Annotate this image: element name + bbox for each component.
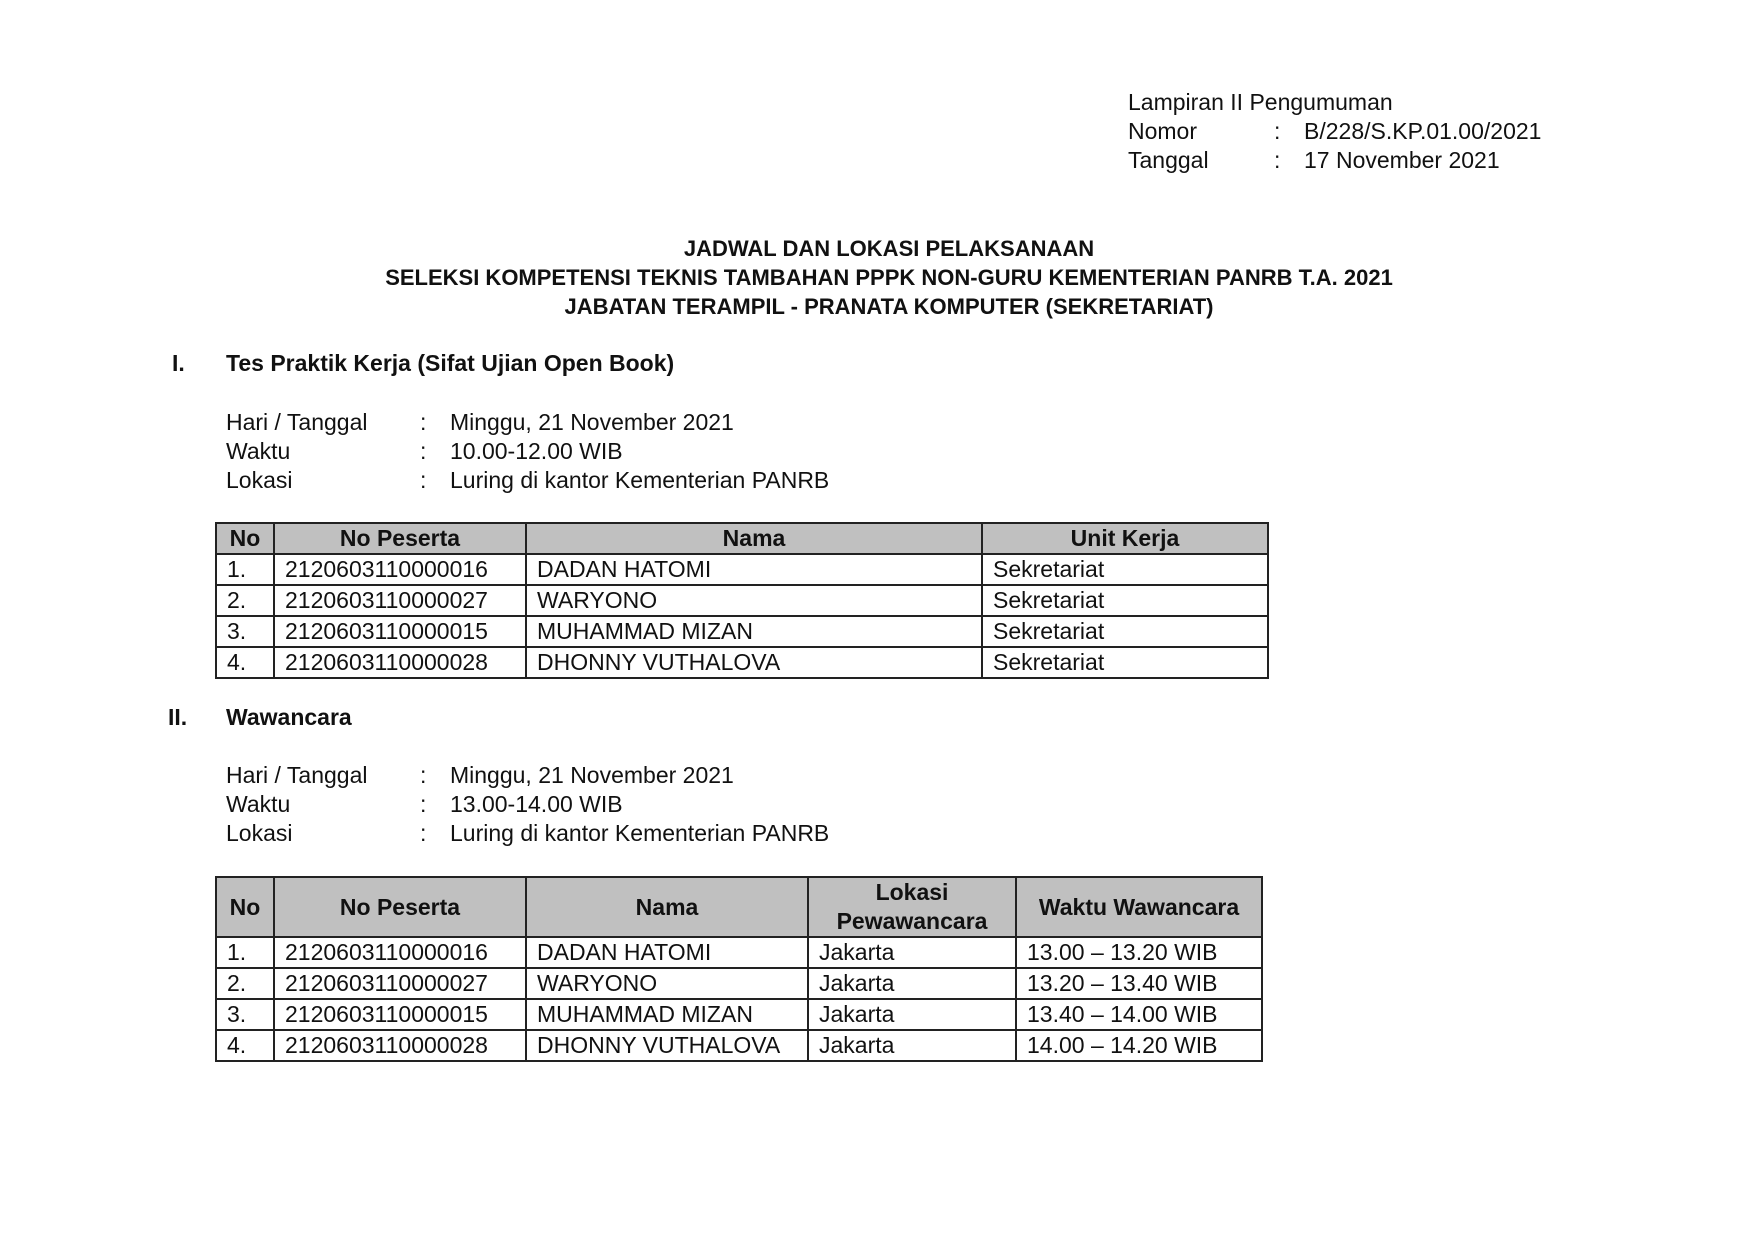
cell-no: 2. (216, 585, 274, 616)
table-header-row (216, 877, 1262, 937)
cell-no: 1. (216, 937, 274, 968)
cell-no: 2. (216, 968, 274, 999)
cell-waktu: 13.00 – 13.20 WIB (1016, 937, 1262, 968)
table-tes-praktik (215, 522, 1269, 679)
lampiran-nomor-label: Nomor (1128, 118, 1198, 144)
info-label: Waktu (226, 791, 291, 817)
info-sep: : (420, 409, 427, 435)
title-line-3: JABATAN TERAMPIL - PRANATA KOMPUTER (SEKRETARIAT) (564, 294, 1214, 319)
info-sep: : (420, 438, 427, 464)
info-value: Luring di kantor Kementerian PANRB (450, 467, 830, 493)
lampiran-nomor-value: B/228/S.KP.01.00/2021 (1304, 118, 1542, 144)
title-line-2: SELEKSI KOMPETENSI TEKNIS TAMBAHAN PPPK NON-GURU KEMENTERIAN PANRB T.A. 2021 (385, 265, 1393, 290)
info-label: Waktu (226, 438, 291, 464)
header-waktu-wawancara: Waktu Wawancara (1016, 877, 1262, 937)
section-1-info-row (226, 437, 829, 466)
header-lokasi-pewawancara: Lokasi Pewawancara (808, 877, 1016, 937)
table-row (216, 999, 1262, 1030)
cell-no: 1. (216, 554, 274, 585)
cell-nama: DADAN HATOMI (526, 554, 982, 585)
section-1-title: Tes Praktik Kerja (Sifat Ujian Open Book) (226, 350, 675, 376)
cell-lokasi: Jakarta (808, 1030, 1016, 1061)
header-no-peserta: No Peserta (274, 523, 526, 554)
lampiran-title: Lampiran II Pengumuman (1128, 89, 1393, 115)
table-header-row (216, 523, 1268, 554)
cell-nama: DHONNY VUTHALOVA (526, 647, 982, 678)
header-nama: Nama (526, 877, 808, 937)
lampiran-tanggal-sep: : (1274, 147, 1281, 173)
table-row (216, 585, 1268, 616)
cell-no-peserta: 2120603110000015 (274, 616, 526, 647)
cell-no-peserta: 2120603110000016 (274, 554, 526, 585)
section-2-info (226, 761, 829, 848)
cell-no: 3. (216, 616, 274, 647)
section-2-info-row (226, 761, 829, 790)
table-row (216, 616, 1268, 647)
section-2-info-row (226, 790, 829, 819)
table-row (216, 647, 1268, 678)
info-label: Lokasi (226, 467, 293, 493)
header-unit-kerja: Unit Kerja (982, 523, 1268, 554)
table-wawancara (215, 876, 1263, 1062)
info-value: 10.00-12.00 WIB (450, 438, 623, 464)
cell-no-peserta: 2120603110000028 (274, 1030, 526, 1061)
header-no: No (216, 877, 274, 937)
cell-no-peserta: 2120603110000028 (274, 647, 526, 678)
cell-nama: MUHAMMAD MIZAN (526, 999, 808, 1030)
info-label: Hari / Tanggal (226, 762, 368, 788)
cell-no-peserta: 2120603110000027 (274, 585, 526, 616)
section-1-info-row (226, 466, 829, 495)
table-row (216, 937, 1262, 968)
info-sep: : (420, 467, 427, 493)
cell-unit-kerja: Sekretariat (982, 554, 1268, 585)
cell-nama: DADAN HATOMI (526, 937, 808, 968)
cell-unit-kerja: Sekretariat (982, 616, 1268, 647)
info-sep: : (420, 820, 427, 846)
info-label: Lokasi (226, 820, 293, 846)
header-nama: Nama (526, 523, 982, 554)
table-row (216, 968, 1262, 999)
info-sep: : (420, 791, 427, 817)
cell-no: 4. (216, 1030, 274, 1061)
info-value: Luring di kantor Kementerian PANRB (450, 820, 830, 846)
section-1-number: I. (172, 350, 185, 376)
section-2-info-row (226, 819, 829, 848)
lampiran-tanggal-row (1128, 146, 1541, 175)
cell-nama: DHONNY VUTHALOVA (526, 1030, 808, 1061)
lampiran-nomor-sep: : (1274, 118, 1281, 144)
title-line-1: JADWAL DAN LOKASI PELAKSANAAN (683, 236, 1095, 261)
lampiran-nomor-row (1128, 117, 1541, 146)
cell-unit-kerja: Sekretariat (982, 585, 1268, 616)
info-value: Minggu, 21 November 2021 (450, 409, 734, 435)
table-row (216, 1030, 1262, 1061)
lampiran-tanggal-value: 17 November 2021 (1304, 147, 1500, 173)
info-label: Hari / Tanggal (226, 409, 368, 435)
cell-no: 4. (216, 647, 274, 678)
cell-nama: MUHAMMAD MIZAN (526, 616, 982, 647)
cell-no-peserta: 2120603110000027 (274, 968, 526, 999)
section-1-info-row (226, 408, 829, 437)
cell-lokasi: Jakarta (808, 937, 1016, 968)
section-1-info (226, 408, 829, 495)
cell-lokasi: Jakarta (808, 999, 1016, 1030)
document-title (0, 234, 1754, 321)
cell-nama: WARYONO (526, 968, 808, 999)
header-no: No (216, 523, 274, 554)
info-value: 13.00-14.00 WIB (450, 791, 623, 817)
lampiran-block (1128, 88, 1541, 175)
lampiran-tanggal-label: Tanggal (1128, 147, 1209, 173)
cell-no-peserta: 2120603110000015 (274, 999, 526, 1030)
cell-waktu: 13.20 – 13.40 WIB (1016, 968, 1262, 999)
cell-unit-kerja: Sekretariat (982, 647, 1268, 678)
cell-nama: WARYONO (526, 585, 982, 616)
info-sep: : (420, 762, 427, 788)
table-row (216, 554, 1268, 585)
cell-no-peserta: 2120603110000016 (274, 937, 526, 968)
cell-waktu: 14.00 – 14.20 WIB (1016, 1030, 1262, 1061)
header-no-peserta: No Peserta (274, 877, 526, 937)
cell-no: 3. (216, 999, 274, 1030)
cell-waktu: 13.40 – 14.00 WIB (1016, 999, 1262, 1030)
cell-lokasi: Jakarta (808, 968, 1016, 999)
info-value: Minggu, 21 November 2021 (450, 762, 734, 788)
section-2-title: Wawancara (226, 704, 352, 730)
section-2-number: II. (168, 704, 188, 730)
